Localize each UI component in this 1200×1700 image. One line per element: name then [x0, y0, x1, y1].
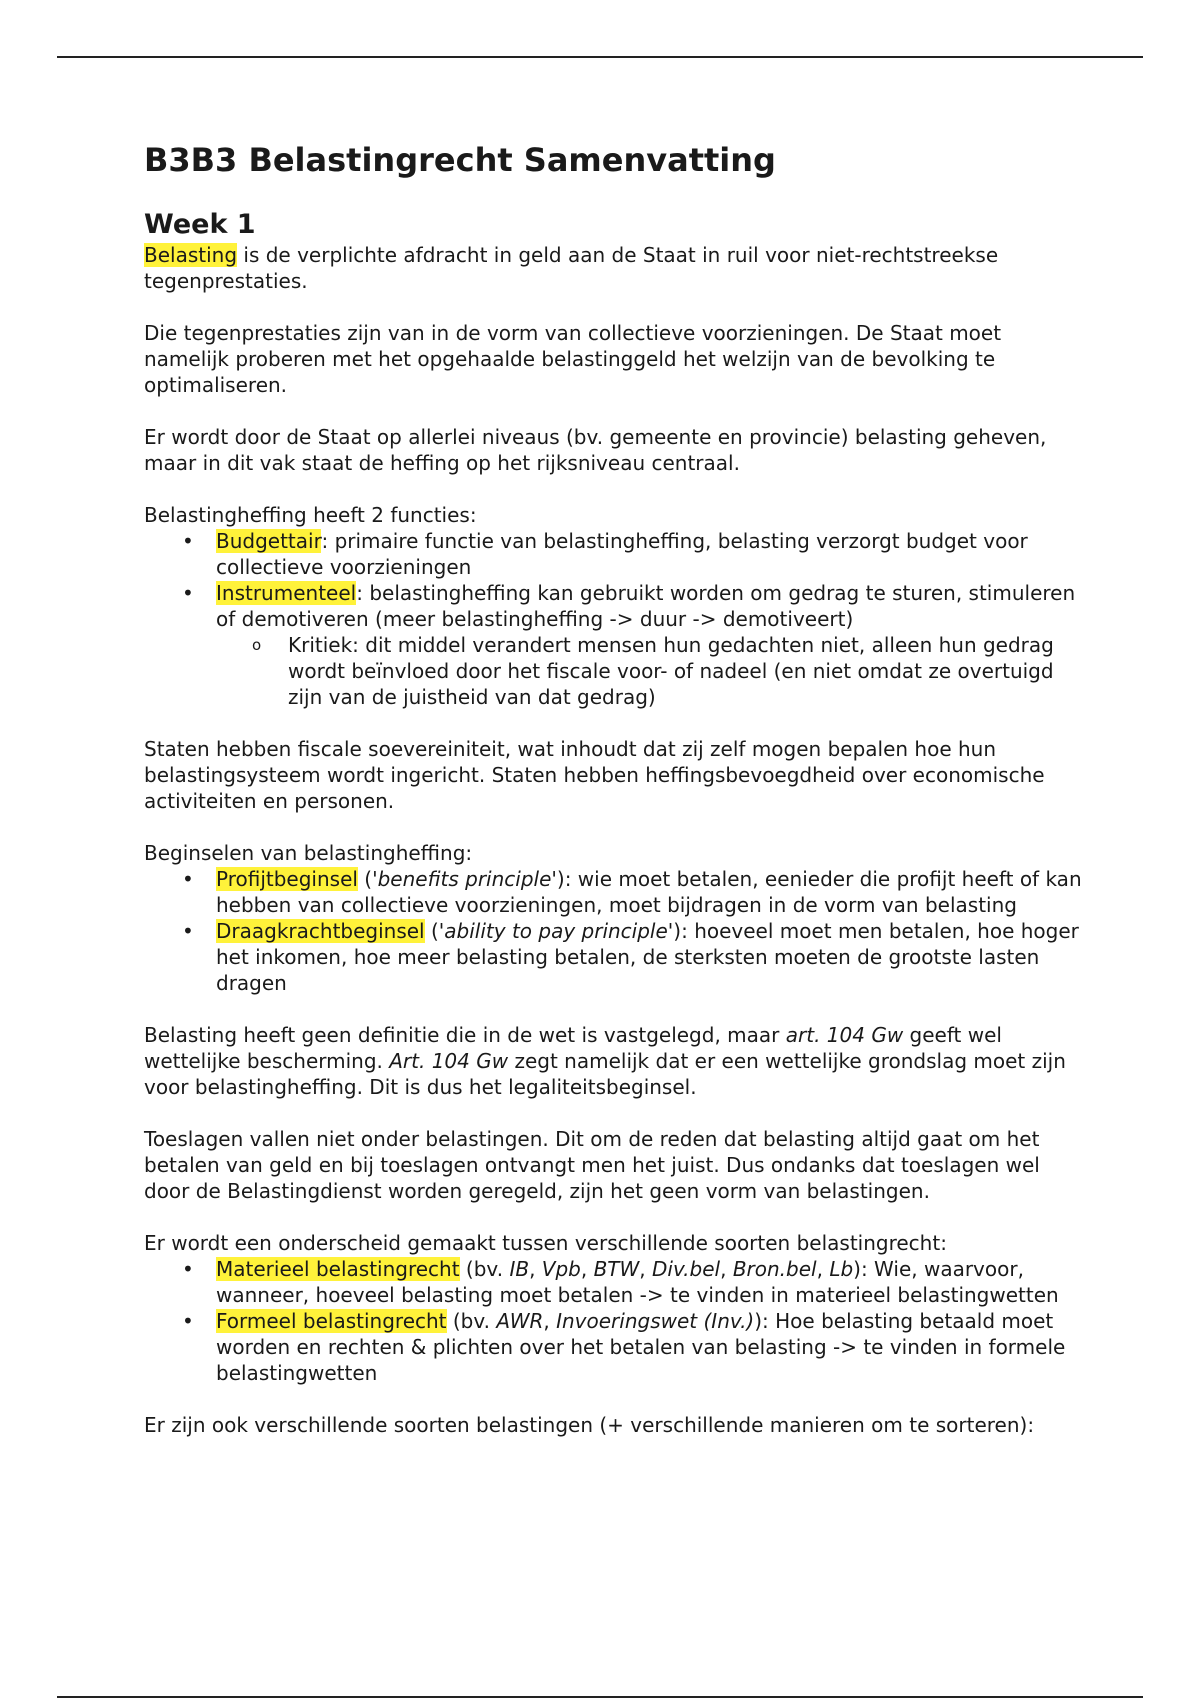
bullet-icon: • — [182, 1257, 194, 1281]
soorten-recht-list — [144, 1256, 1084, 1386]
bullet-icon: • — [182, 581, 194, 605]
paragraph-tegenprestaties: Die tegenprestaties zijn van in de vorm van collectieve voorzieningen. De Staat moet namelijk proberen met het opgehaalde belastinggeld het welzijn van de bevolking te optimaliseren. — [144, 321, 1002, 397]
paragraph-soevereiniteit: Staten hebben fiscale soevereiniteit, wat inhoudt dat zij zelf mogen bepalen hoe hun belastingsysteem wordt ingericht. Staten hebben heffingsbevoegdheid over economische activiteiten en personen. — [144, 737, 1045, 813]
sub-list — [216, 632, 1084, 710]
list-item-text: '): wie moet betalen, eenieder die profijt heeft of kan hebben van collectieve voorzieningen, moet bijdragen in de vorm van belasting — [216, 867, 1082, 917]
highlight-budgettair: Budgettair — [216, 529, 322, 553]
highlight-instrumenteel: Instrumenteel — [216, 581, 357, 605]
highlight-belasting: Belasting — [144, 243, 238, 267]
sub-list-item-kritiek — [216, 632, 1084, 710]
paragraph-niveaus: Er wordt door de Staat op allerlei niveaus (bv. gemeente en provincie) belasting geheven, maar in dit vak staat de heffing op het rijksniveau centraal. — [144, 425, 1047, 475]
sub-bullet-icon: o — [252, 636, 262, 654]
english-term: ability to pay principle — [444, 919, 668, 943]
functies-list — [144, 528, 1084, 710]
law-reference: Art. 104 Gw — [389, 1049, 509, 1073]
highlight-draagkrachtbeginsel: Draagkrachtbeginsel — [216, 919, 425, 943]
list-item-budgettair — [144, 528, 1084, 580]
paragraph-toeslagen: Toeslagen vallen niet onder belastingen. Dit om de reden dat belasting altijd gaat om het betalen van geld en bij toeslagen ontvangt men het juist. Dus ondanks dat toeslagen wel door de Belastingdienst worden geregeld, zijn het geen vorm van belastingen. — [144, 1127, 1040, 1203]
list-item-materieel: • Materieel belastingrecht (bv. IB, Vpb, BTW, Div.bel, Bron.bel, Lb): Wie, waarvoor, wanneer, hoeveel belasting moet betalen -> te vinden in materieel belastingwetten — [182, 1257, 1059, 1307]
paragraph-text: is de verplichte afdracht in geld aan de Staat in ruil voor niet-rechtstreekse tegenprestaties. — [144, 243, 999, 293]
list-item-text: ): Wie, waarvoor, wanneer, hoeveel belasting moet betalen -> te vinden in materieel belastingwetten — [216, 1257, 1059, 1307]
highlight-profijtbeginsel: Profijtbeginsel — [216, 867, 358, 891]
soorten-recht-intro: Er wordt een onderscheid gemaakt tussen verschillende soorten belastingrecht: — [144, 1231, 947, 1255]
bullet-icon: • — [182, 529, 194, 553]
document-title: B3B3 Belastingrecht Samenvatting — [144, 141, 776, 179]
list-item-text: ): Hoe belasting betaald moet worden en rechten & plichten over het betalen van belasting -> te vinden in formele belastingwetten — [216, 1309, 1066, 1385]
bullet-icon: • — [182, 867, 194, 891]
list-item-text: '): hoeveel moet men betalen, hoe hoger het inkomen, hoe meer belasting betalen, de sterksten moeten de grootste lasten dragen — [216, 919, 1079, 995]
highlight-formeel: Formeel belastingrecht — [216, 1309, 447, 1333]
highlight-materieel: Materieel belastingrecht — [216, 1257, 460, 1281]
beginselen-list — [144, 866, 1084, 996]
list-item-text: : belastingheffing kan gebruikt worden om gedrag te sturen, stimuleren of demotiveren (meer belastingheffing -> duur -> demotiveert) — [216, 581, 1076, 631]
paragraph-soorten-belastingen: Er zijn ook verschillende soorten belastingen (+ verschillende manieren om te sorteren): — [144, 1413, 1035, 1437]
sub-list-item-text: Kritiek: dit middel verandert mensen hun gedachten niet, alleen hun gedrag wordt beïnvloed door het fiscale voor- of nadeel (en niet omdat ze overtuigd zijn van de juistheid van dat gedrag) — [288, 633, 1054, 709]
functies-intro: Belastingheffing heeft 2 functies: — [144, 503, 477, 527]
section-heading-week-1: Week 1 — [144, 209, 256, 240]
list-item-instrumenteel — [144, 580, 1084, 710]
paragraph-definition — [144, 242, 1084, 294]
beginselen-intro: Beginselen van belastingheffing: — [144, 841, 473, 865]
list-item-formeel: • Formeel belastingrecht (bv. AWR, Invoeringswet (Inv.)): Hoe belasting betaald moet worden en rechten & plichten over het betalen van belasting -> te vinden in formele belastingwetten — [182, 1309, 1066, 1385]
footer-rule — [57, 1696, 1143, 1698]
list-item-text: : primaire functie van belastingheffing, belasting verzorgt budget voor collectieve voorzieningen — [216, 529, 1028, 579]
paragraph-legaliteit: Belasting heeft geen definitie die in de wet is vastgelegd, maar art. 104 Gw geeft wel wettelijke bescherming. Art. 104 Gw zegt namelijk dat er een wettelijke grondslag moet zijn voor belastingheffing. Dit is dus het legaliteitsbeginsel. — [144, 1023, 1066, 1099]
bullet-icon: • — [182, 919, 194, 943]
law-reference: art. 104 Gw — [785, 1023, 904, 1047]
english-term: benefits principle — [377, 867, 552, 891]
list-item-profijtbeginsel: • Profijtbeginsel ('benefits principle'): wie moet betalen, eenieder die profijt heeft of kan hebben van collectieve voorzieningen, moet bijdragen in de vorm van belasting — [182, 867, 1082, 917]
document-body — [144, 138, 1084, 1464]
bullet-icon: • — [182, 1309, 194, 1333]
header-rule — [57, 56, 1143, 58]
list-item-draagkrachtbeginsel: • Draagkrachtbeginsel ('ability to pay principle'): hoeveel moet men betalen, hoe hoger het inkomen, hoe meer belasting betalen, de sterksten moeten de grootste lasten dragen — [182, 919, 1079, 995]
